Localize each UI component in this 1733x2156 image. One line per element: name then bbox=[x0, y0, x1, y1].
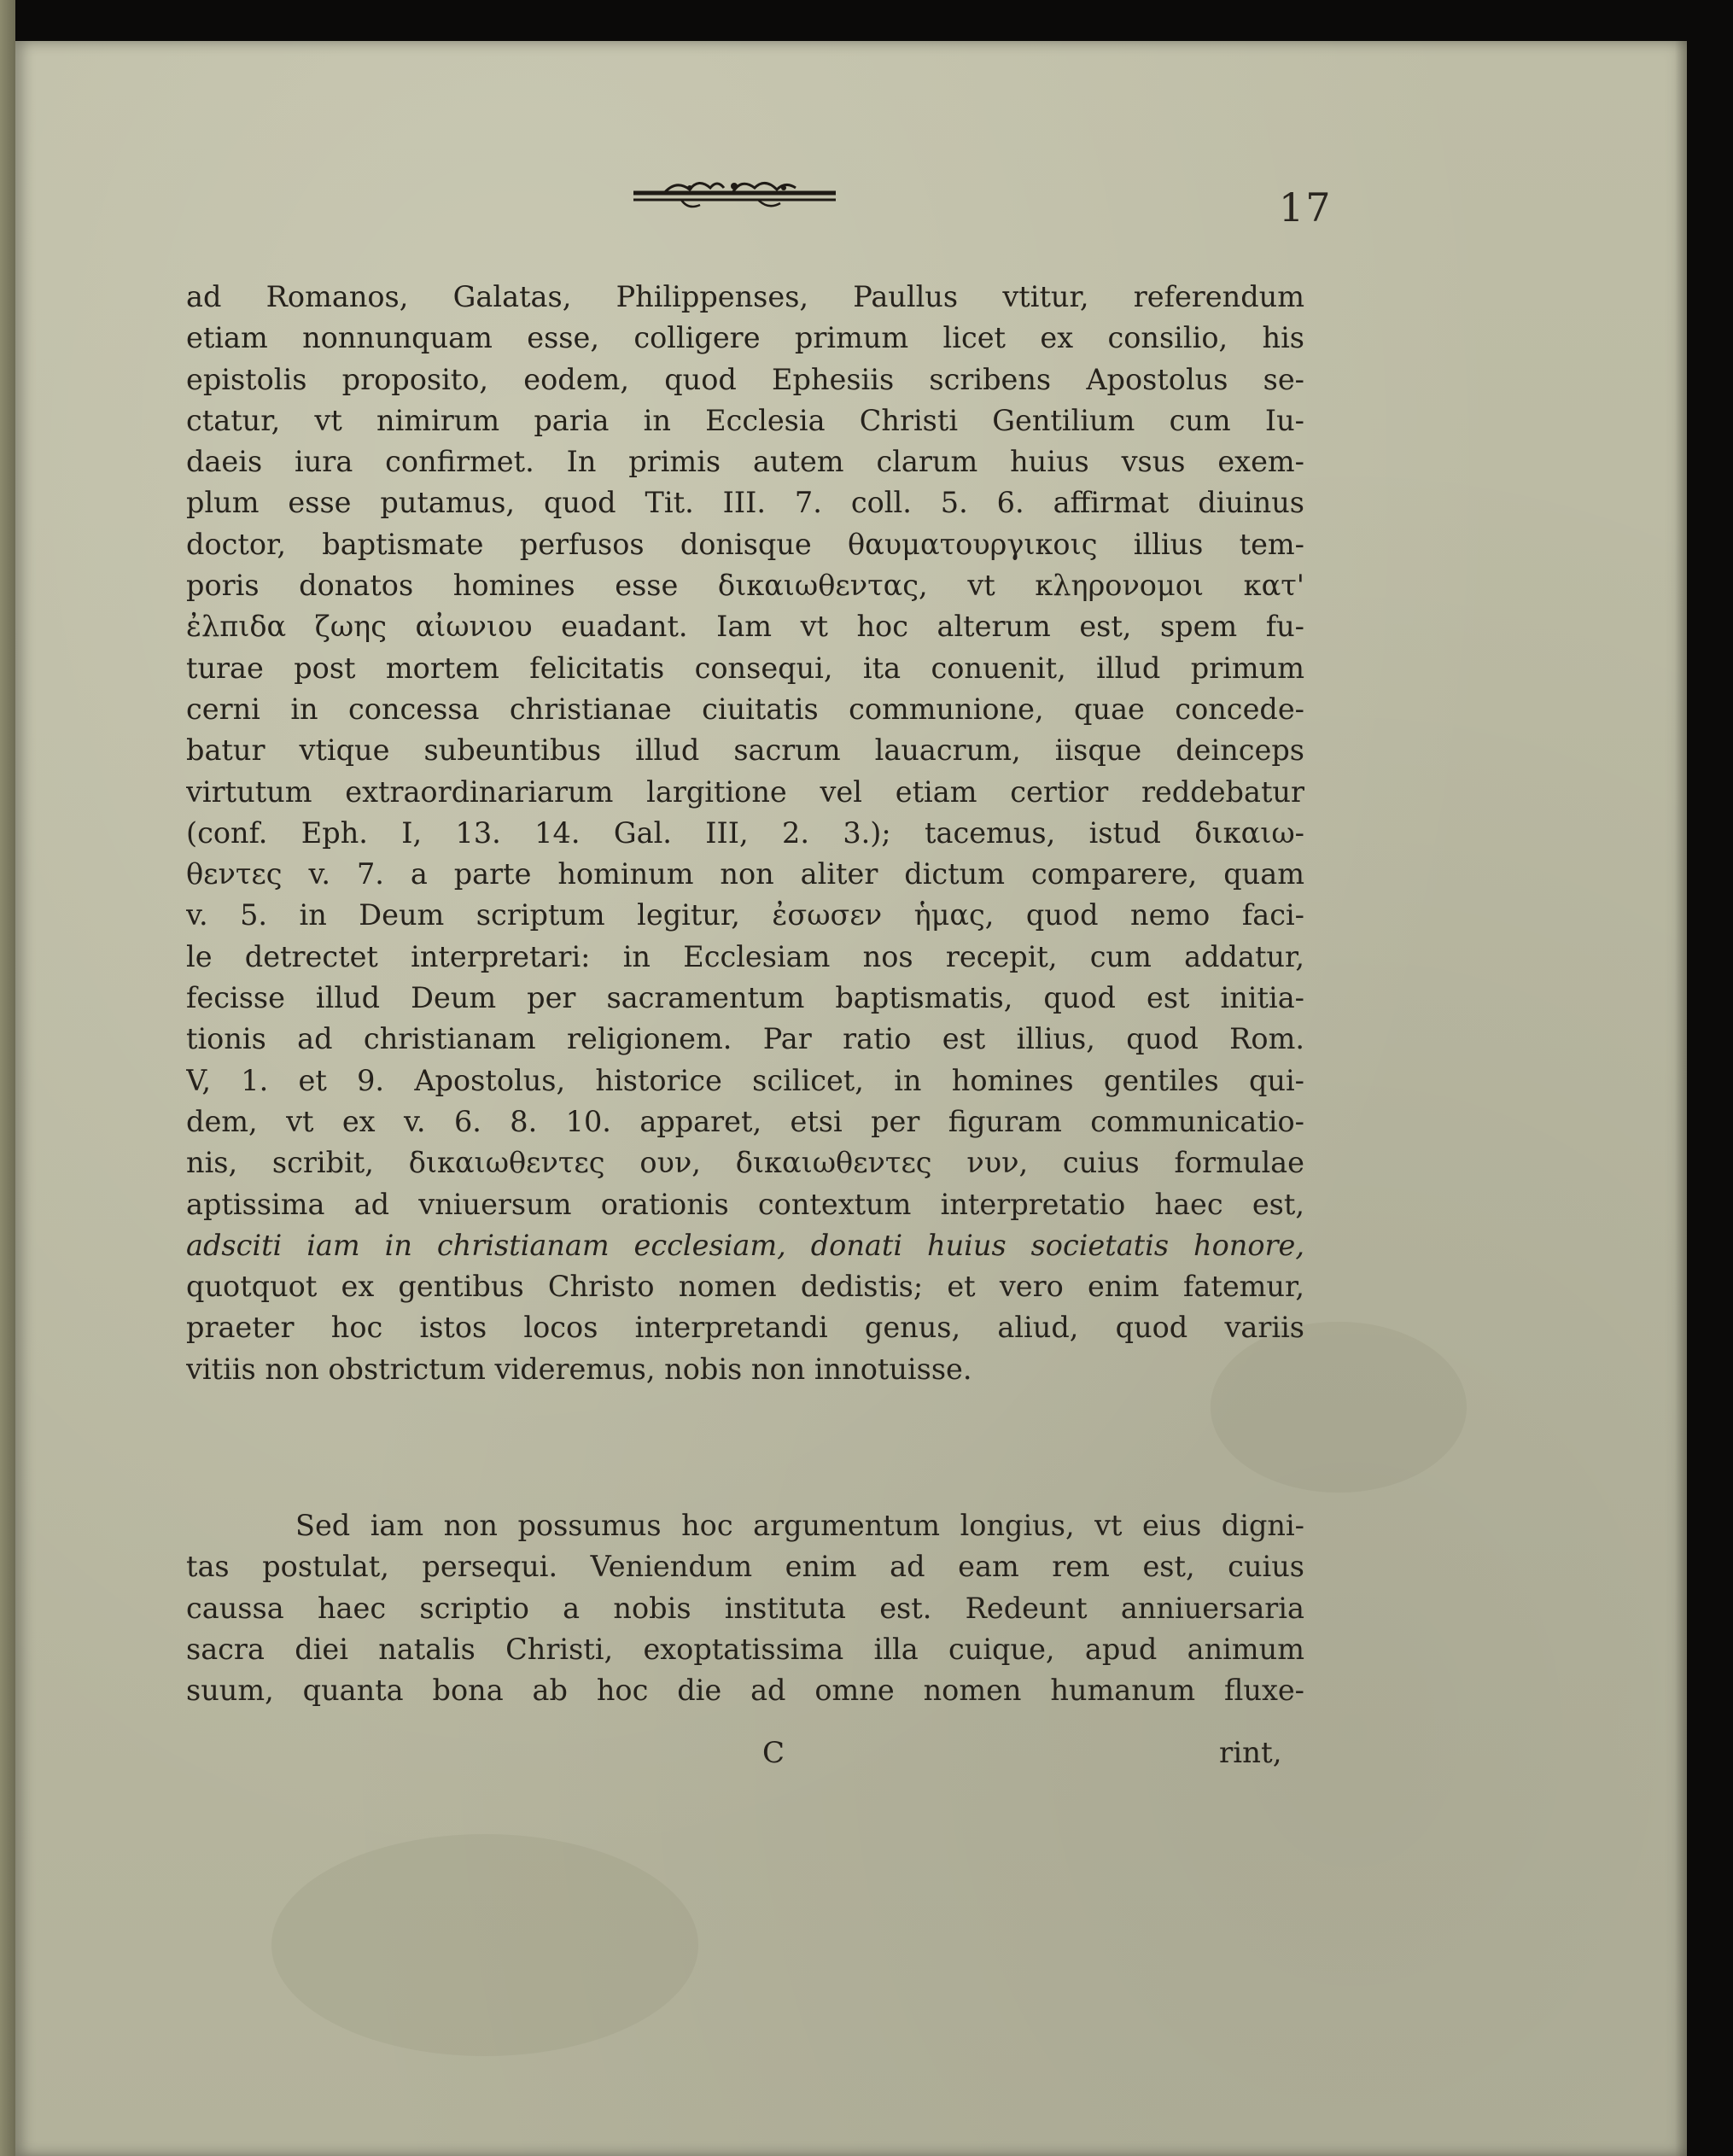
text-line: Sed iam non possumus hoc argumentum longius, vt eius digni- bbox=[295, 1509, 1304, 1542]
paragraph-2 bbox=[186, 1505, 1304, 1711]
text-line: dem, vt ex v. 6. 8. 10. apparet, etsi per figuram communicatio- bbox=[186, 1104, 1304, 1138]
previous-page-edge bbox=[0, 0, 15, 2156]
text-line: aptissima ad vniuersum orationis contextum interpretatio haec est, bbox=[186, 1187, 1304, 1221]
text-line: tas postulat, persequi. Veniendum enim ad eam rem est, cuius bbox=[186, 1550, 1304, 1584]
text-line: v. 5. in Deum scriptum legitur, ἐσωσεν ἡμας, quod nemo faci- bbox=[186, 898, 1304, 932]
text-line: nis, scribit, δικαιωθεντες ουν, δικαιωθεντες νυν, cuius formulae bbox=[186, 1146, 1304, 1180]
text-line: ἐλπιδα ζωης αἰωνιου euadant. Iam vt hoc alterum est, spem fu- bbox=[186, 610, 1304, 644]
text-line: virtutum extraordinariarum largitione vel etiam certior reddebatur bbox=[186, 774, 1304, 809]
paper-stain bbox=[271, 1834, 698, 2056]
text-line: V, 1. et 9. Apostolus, historice scilicet, in homines gentiles qui- bbox=[186, 1063, 1304, 1097]
text-line: sacra diei natalis Christi, exoptatissima illa cuique, apud animum bbox=[186, 1632, 1304, 1666]
text-line: caussa haec scriptio a nobis instituta est. Redeunt anniuersaria bbox=[186, 1591, 1304, 1625]
decorative-rule-icon bbox=[630, 167, 839, 219]
text-line: ad Romanos, Galatas, Philippenses, Paullus vtitur, referendum bbox=[186, 280, 1304, 313]
text-line: ctatur, vt nimirum paria in Ecclesia Christi Gentilium cum Iu- bbox=[186, 403, 1304, 437]
text-line: adsciti iam in christianam ecclesiam, donati huius societatis honore, bbox=[186, 1228, 1304, 1262]
signature-mark: C bbox=[762, 1736, 785, 1770]
text-line: le detrectet interpretari: in Ecclesiam nos recepit, cum addatur, bbox=[186, 939, 1304, 973]
text-line: doctor, baptismate perfusos donisque θαυματουργικοις illius tem- bbox=[186, 527, 1304, 561]
page-number: 17 bbox=[1279, 184, 1333, 231]
text-line: epistolis proposito, eodem, quod Ephesiis scribens Apostolus se- bbox=[186, 362, 1304, 396]
text-line: quotquot ex gentibus Christo nomen dedistis; et vero enim fatemur, bbox=[186, 1270, 1304, 1304]
text-line: (conf. Eph. I, 13. 14. Gal. III, 2. 3.); tacemus, istud δικαιω- bbox=[186, 815, 1304, 850]
paragraph-1 bbox=[186, 277, 1304, 1390]
text-line: fecisse illud Deum per sacramentum baptismatis, quod est initia- bbox=[186, 981, 1304, 1015]
catchword: rint, bbox=[1219, 1736, 1282, 1770]
text-line: θεντες v. 7. a parte hominum non aliter dictum comparere, quam bbox=[186, 857, 1304, 891]
text-line: cerni in concessa christianae ciuitatis communione, quae concede- bbox=[186, 692, 1304, 726]
book-page bbox=[15, 41, 1687, 2156]
text-line: tionis ad christianam religionem. Par ratio est illius, quod Rom. bbox=[186, 1022, 1304, 1056]
text-line: turae post mortem felicitatis consequi, ita conuenit, illud primum bbox=[186, 651, 1304, 685]
text-line: suum, quanta bona ab hoc die ad omne nomen humanum fluxe- bbox=[186, 1674, 1304, 1708]
text-line: etiam nonnunquam esse, colligere primum licet ex consilio, his bbox=[186, 321, 1304, 355]
text-line: praeter hoc istos locos interpretandi genus, aliud, quod variis bbox=[186, 1311, 1304, 1345]
text-line: batur vtique subeuntibus illud sacrum lauacrum, iisque deinceps bbox=[186, 733, 1304, 768]
text-line: daeis iura confirmet. In primis autem clarum huius vsus exem- bbox=[186, 445, 1304, 479]
text-line: plum esse putamus, quod Tit. III. 7. coll. 5. 6. affirmat diuinus bbox=[186, 486, 1304, 520]
page-shadow-edge bbox=[1675, 41, 1687, 2156]
text-line: poris donatos homines esse δικαιωθεντας, vt κληρονομοι κατ' bbox=[186, 569, 1304, 603]
text-line: vitiis non obstrictum videremus, nobis non innotuisse. bbox=[186, 1352, 972, 1386]
